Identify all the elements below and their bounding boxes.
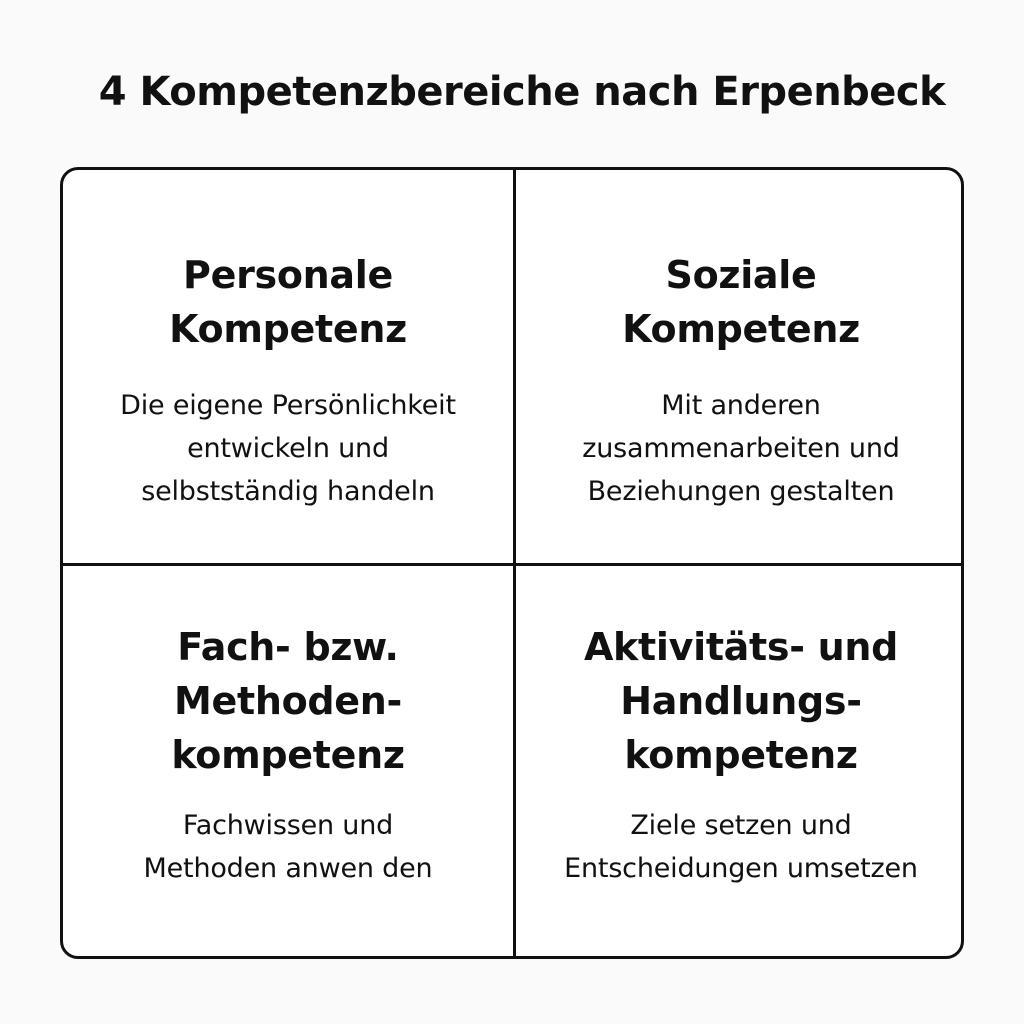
quadrant-action-competence <box>516 566 964 890</box>
heading-line: Handlungs- <box>620 679 862 723</box>
heading-line: Kompetenz <box>169 307 407 351</box>
competence-grid <box>60 167 964 959</box>
description-line: Mit anderen <box>661 390 821 421</box>
heading-line: Methoden- <box>173 679 402 723</box>
quadrant-description <box>516 356 964 513</box>
heading-line: Soziale <box>665 253 817 297</box>
quadrant-description <box>63 356 513 513</box>
heading-line: Kompetenz <box>622 307 860 351</box>
description-line: entwickeln und <box>187 433 389 464</box>
quadrant-heading <box>516 566 964 782</box>
page-title: 4 Kompetenzbereiche nach Erpenbeck <box>98 69 946 115</box>
quadrant-social-competence <box>516 170 964 513</box>
heading-line: Personale <box>183 253 393 297</box>
heading-line: kompetenz <box>171 733 405 777</box>
quadrant-methods-competence <box>63 566 513 890</box>
description-line: selbstständig handeln <box>141 476 435 507</box>
description-line: zusammenarbeiten und <box>582 433 900 464</box>
description-line: Methoden anwen den <box>143 853 433 884</box>
heading-line: Fach- bzw. <box>177 625 399 669</box>
description-line: Fachwissen und <box>182 810 394 841</box>
quadrant-heading <box>63 566 513 782</box>
quadrant-heading <box>516 170 964 356</box>
description-line: Entscheidungen umsetzen <box>564 853 918 884</box>
quadrant-heading <box>63 170 513 356</box>
quadrant-description <box>516 782 964 890</box>
description-line: Ziele setzen und <box>630 810 852 841</box>
heading-line: kompetenz <box>624 733 858 777</box>
description-line: Beziehungen gestalten <box>587 476 895 507</box>
heading-line: Aktivitäts- und <box>583 625 899 669</box>
quadrant-personal-competence <box>63 170 513 513</box>
description-line: Die eigene Persönlichkeit <box>120 390 456 421</box>
quadrant-description <box>63 782 513 890</box>
